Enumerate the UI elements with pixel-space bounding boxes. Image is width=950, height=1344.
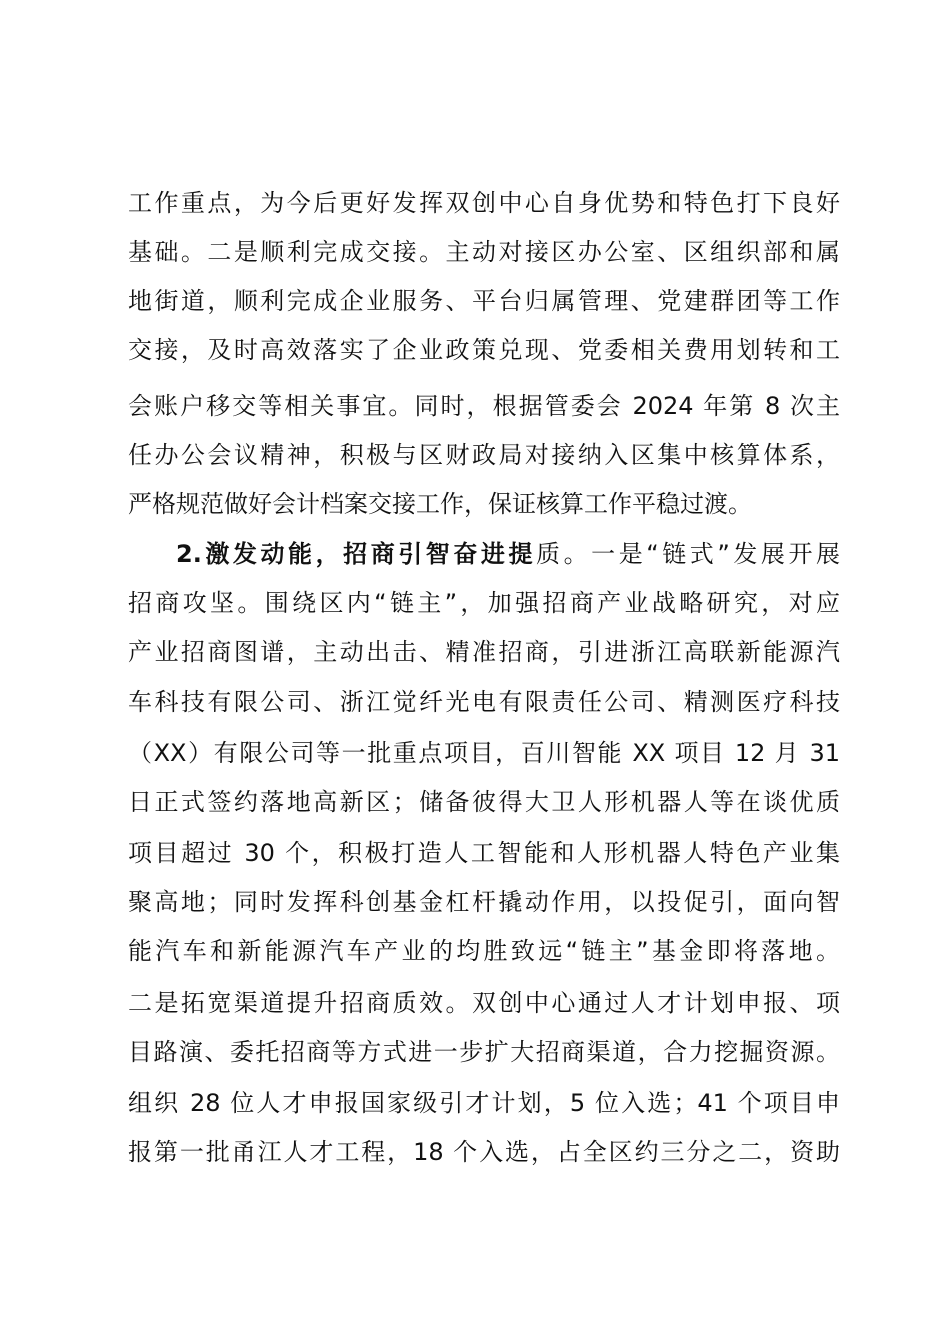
paragraph-2-line-5: （XX）有限公司等一批重点项目，百川智能 XX 项目 12 月 31 [128,739,840,767]
paragraph-2-first-line-rest: 质。一是“链式”发展开展 [536,540,840,568]
paragraph-2-line-8: 聚高地；同时发挥科创基金杠杆撬动作用，以投促引，面向智 [128,888,840,916]
paragraph-1-line-1: 工作重点，为今后更好发挥双创中心自身优势和特色打下良好 [128,189,840,217]
paragraph-2-line-13: 报第一批甬江人才工程，18 个入选，占全区约三分之二，资助 [128,1138,840,1166]
paragraph-2-line-4: 车科技有限公司、浙江觉纤光电有限责任公司、精测医疗科技 [128,688,840,716]
paragraph-2-line-10: 二是拓宽渠道提升招商质效。双创中心通过人才计划申报、项 [128,989,840,1017]
paragraph-1-line-4: 交接，及时高效落实了企业政策兑现、党委相关费用划转和工 [128,336,840,364]
paragraph-1-line-2: 基础。二是顺利完成交接。主动对接区办公室、区组织部和属 [128,238,840,266]
paragraph-2-line-7: 项目超过 30 个，积极打造人工智能和人形机器人特色产业集 [128,839,840,867]
paragraph-2-line-6: 日正式签约落地高新区；储备彼得大卫人形机器人等在谈优质 [128,788,840,816]
paragraph-1-line-5: 会账户移交等相关事宜。同时，根据管委会 2024 年第 8 次主 [128,392,840,420]
paragraph-1-line-7: 严格规范做好会计档案交接工作，保证核算工作平稳过渡。 [128,490,752,518]
paragraph-1-line-6: 任办公会议精神，积极与区财政局对接纳入区集中核算体系， [128,441,840,469]
paragraph-2-line-11: 目路演、委托招商等方式进一步扩大招商渠道，合力挖掘资源。 [128,1038,840,1066]
paragraph-1-line-3: 地街道，顺利完成企业服务、平台归属管理、党建群团等工作 [128,287,840,315]
paragraph-2-first-line [176,534,840,574]
paragraph-2-line-2: 招商攻坚。围绕区内“链主”，加强招商产业战略研究，对应 [128,589,840,617]
paragraph-2-heading: 2.激发动能，招商引智奋进提 [176,540,537,568]
paragraph-2-line-9: 能汽车和新能源汽车产业的均胜致远“链主”基金即将落地。 [128,937,840,965]
paragraph-2-line-12: 组织 28 位人才申报国家级引才计划，5 位入选；41 个项目申 [128,1089,840,1117]
paragraph-2-line-3: 产业招商图谱，主动出击、精准招商，引进浙江高联新能源汽 [128,638,840,666]
